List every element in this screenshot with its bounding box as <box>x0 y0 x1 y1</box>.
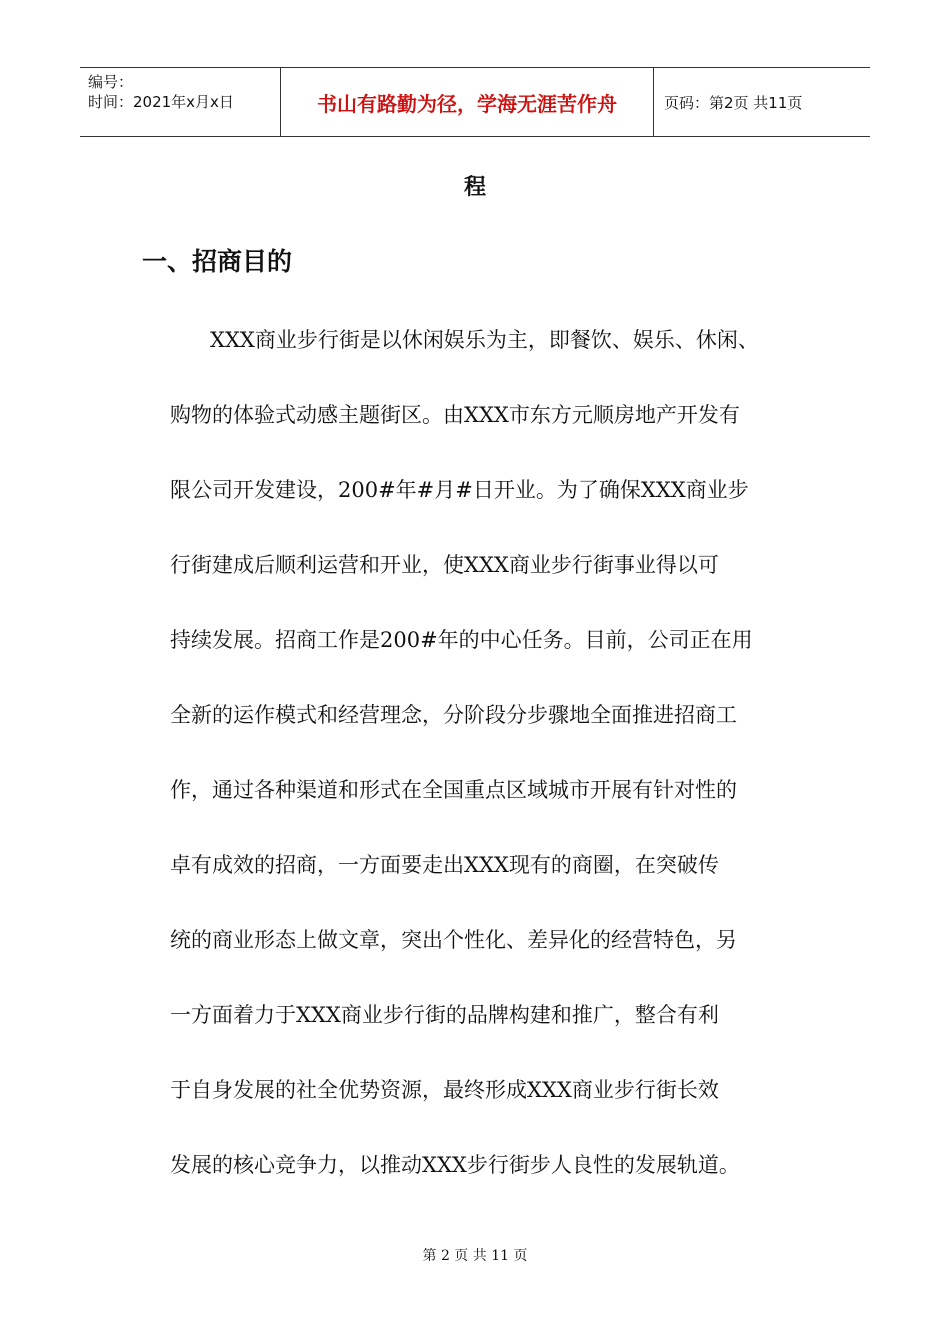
body-line: 一方面着力于XXX商业步行街的品牌构建和推广，整合有利 <box>170 1003 719 1027</box>
section-heading: 一、招商目的 <box>142 247 293 276</box>
header-motto: 书山有路勤为径，学海无涯苦作舟 <box>281 68 654 136</box>
body-line: 于自身发展的社全优势资源，最终形成XXX商业步行街长效 <box>170 1078 719 1102</box>
body-line: 发展的核心竞争力，以推动XXX步行街步人良性的发展轨道。 <box>170 1153 740 1177</box>
page-header <box>80 67 870 137</box>
body-line: 统的商业形态上做文章，突出个性化、差异化的经营特色，另 <box>170 928 737 952</box>
carry-over-text: 程 <box>463 175 486 200</box>
body-line: 持续发展。招商工作是200#年的中心任务。目前，公司正在用 <box>170 628 753 652</box>
serial-label: 编号： <box>88 73 134 91</box>
page-footer: 第 2 页 共 11 页 <box>422 1248 528 1264</box>
body-line: 卓有成效的招商，一方面要走出XXX现有的商圈，在突破传 <box>170 853 719 877</box>
body-line: 限公司开发建设，200#年#月#日开业。为了确保XXX商业步 <box>170 478 749 502</box>
body-line: 购物的体验式动感主题街区。由XXX市东方元顺房地产开发有 <box>170 403 740 427</box>
body-line: 行街建成后顺利运营和开业，使XXX商业步行街事业得以可 <box>170 553 719 577</box>
body-line: XXX商业步行街是以休闲娱乐为主，即餐饮、娱乐、休闲、 <box>210 328 759 352</box>
date-label: 时间：2021年x月x日 <box>88 93 234 111</box>
body-line: 全新的运作模式和经营理念，分阶段分步骤地全面推进招商工 <box>170 703 737 727</box>
header-meta <box>80 68 281 136</box>
header-page-info: 页码：第2页 共11页 <box>664 93 803 112</box>
body-line: 作，通过各种渠道和形式在全国重点区域城市开展有针对性的 <box>170 778 737 802</box>
